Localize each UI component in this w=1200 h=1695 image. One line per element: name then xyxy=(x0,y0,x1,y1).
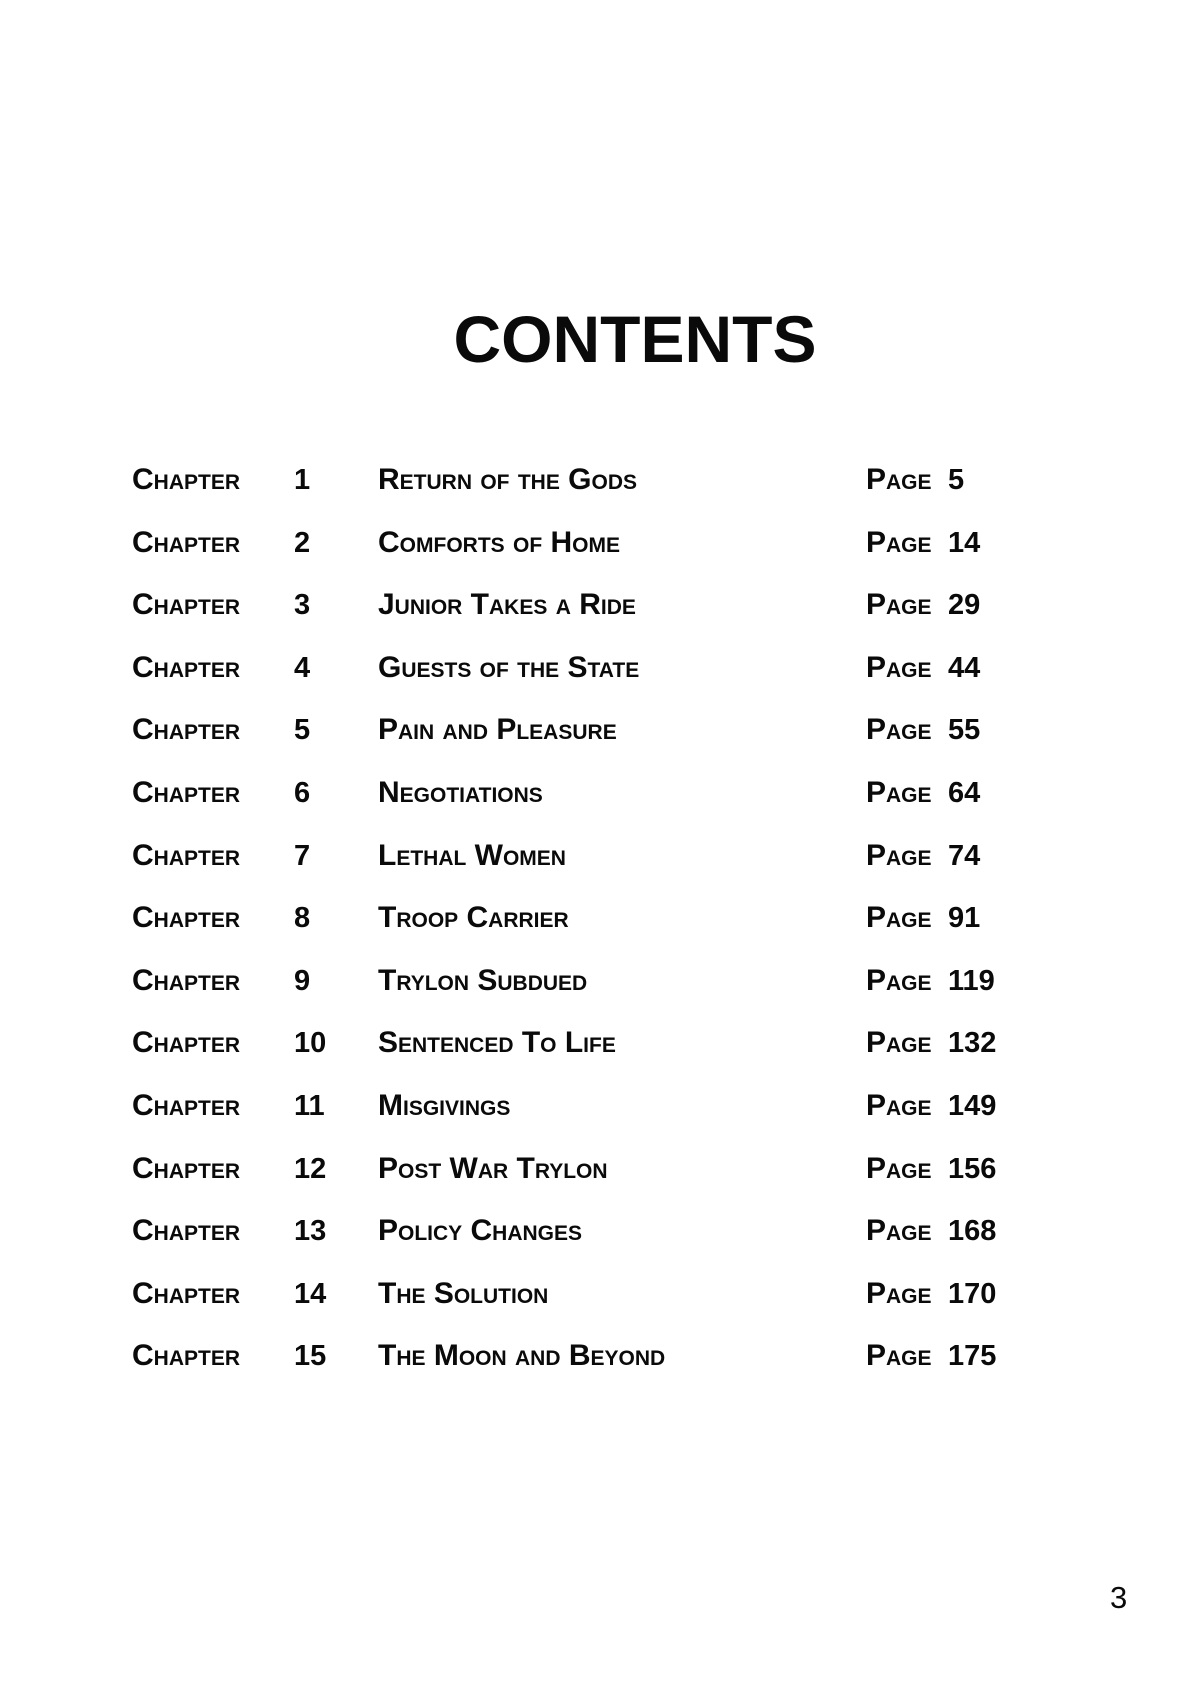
toc-entry xyxy=(0,836,1200,876)
toc-entry xyxy=(0,710,1200,750)
chapter-label: Chapter xyxy=(132,651,241,684)
toc-entry xyxy=(0,1149,1200,1189)
chapter-number: 1 xyxy=(294,464,311,496)
chapter-label: Chapter xyxy=(132,1152,241,1185)
chapter-label: Chapter xyxy=(132,526,241,559)
chapter-number: 15 xyxy=(294,1340,327,1372)
page-label: Page xyxy=(866,713,932,746)
page-label: Page xyxy=(866,1152,932,1185)
page-label: Page xyxy=(866,463,932,496)
toc-entry xyxy=(0,773,1200,813)
page-number-ref: 132 xyxy=(948,1027,997,1059)
chapter-label: Chapter xyxy=(132,463,241,496)
toc-entry xyxy=(0,585,1200,625)
chapter-title: Negotiations xyxy=(378,776,543,809)
chapter-title: Return of the Gods xyxy=(378,463,638,496)
chapter-label: Chapter xyxy=(132,964,241,997)
chapter-number: 12 xyxy=(294,1153,327,1185)
chapter-label: Chapter xyxy=(132,1339,241,1372)
toc-entry xyxy=(0,898,1200,938)
page-number-ref: 5 xyxy=(948,464,965,496)
chapter-title: Comforts of Home xyxy=(378,526,620,559)
toc-entry xyxy=(0,460,1200,500)
page-label: Page xyxy=(866,1277,932,1310)
page-number: 3 xyxy=(1110,1580,1128,1615)
chapter-title: The Moon and Beyond xyxy=(378,1339,666,1372)
chapter-title: Guests of the State xyxy=(378,651,640,684)
page-number-ref: 29 xyxy=(948,589,981,621)
chapter-title: Troop Carrier xyxy=(378,901,569,934)
page-number-ref: 14 xyxy=(948,527,981,559)
chapter-label: Chapter xyxy=(132,713,241,746)
chapter-number: 7 xyxy=(294,840,311,872)
toc-entry xyxy=(0,1336,1200,1376)
page-number-ref: 74 xyxy=(948,840,981,872)
chapter-label: Chapter xyxy=(132,776,241,809)
page-label: Page xyxy=(866,1339,932,1372)
chapter-label: Chapter xyxy=(132,839,241,872)
toc-entry xyxy=(0,648,1200,688)
chapter-number: 4 xyxy=(294,652,311,684)
page-label: Page xyxy=(866,1214,932,1247)
toc-entry xyxy=(0,1211,1200,1251)
page-label: Page xyxy=(866,526,932,559)
page-label: Page xyxy=(866,588,932,621)
page-number-ref: 175 xyxy=(948,1340,997,1372)
toc-entry xyxy=(0,961,1200,1001)
chapter-label: Chapter xyxy=(132,1277,241,1310)
chapter-number: 10 xyxy=(294,1027,327,1059)
chapter-label: Chapter xyxy=(132,901,241,934)
page-number-ref: 64 xyxy=(948,777,981,809)
toc-entry xyxy=(0,1274,1200,1314)
page-label: Page xyxy=(866,1089,932,1122)
chapter-number: 11 xyxy=(294,1090,325,1122)
page-label: Page xyxy=(866,839,932,872)
page-number-ref: 149 xyxy=(948,1090,997,1122)
chapter-number: 5 xyxy=(294,714,311,746)
page-label: Page xyxy=(866,651,932,684)
page-label: Page xyxy=(866,1026,932,1059)
chapter-number: 9 xyxy=(294,965,311,997)
page-title: CONTENTS xyxy=(453,302,817,376)
chapter-title: Trylon Subdued xyxy=(378,964,588,997)
chapter-number: 8 xyxy=(294,902,311,934)
chapter-title: Sentenced To Life xyxy=(378,1026,616,1059)
chapter-title: Pain and Pleasure xyxy=(378,713,617,746)
page-number-ref: 55 xyxy=(948,714,981,746)
page-number-ref: 119 xyxy=(948,965,995,997)
chapter-title: Misgivings xyxy=(378,1089,511,1122)
page-number-ref: 156 xyxy=(948,1153,997,1185)
chapter-number: 2 xyxy=(294,527,311,559)
page-label: Page xyxy=(866,964,932,997)
toc-entry xyxy=(0,1023,1200,1063)
toc-entry xyxy=(0,523,1200,563)
chapter-title: Policy Changes xyxy=(378,1214,583,1247)
chapter-title: Junior Takes a Ride xyxy=(378,588,636,621)
chapter-title: The Solution xyxy=(378,1277,549,1310)
chapter-label: Chapter xyxy=(132,1026,241,1059)
page-number-ref: 170 xyxy=(948,1278,997,1310)
chapter-label: Chapter xyxy=(132,1214,241,1247)
chapter-title: Post War Trylon xyxy=(378,1152,608,1185)
chapter-number: 3 xyxy=(294,589,311,621)
toc-entry xyxy=(0,1086,1200,1126)
page-number-ref: 91 xyxy=(948,902,981,934)
page-number-ref: 168 xyxy=(948,1215,997,1247)
page-number-ref: 44 xyxy=(948,652,981,684)
chapter-number: 6 xyxy=(294,777,311,809)
chapter-number: 14 xyxy=(294,1278,327,1310)
page-label: Page xyxy=(866,776,932,809)
chapter-label: Chapter xyxy=(132,588,241,621)
chapter-label: Chapter xyxy=(132,1089,241,1122)
page-label: Page xyxy=(866,901,932,934)
chapter-title: Lethal Women xyxy=(378,839,566,872)
chapter-number: 13 xyxy=(294,1215,327,1247)
